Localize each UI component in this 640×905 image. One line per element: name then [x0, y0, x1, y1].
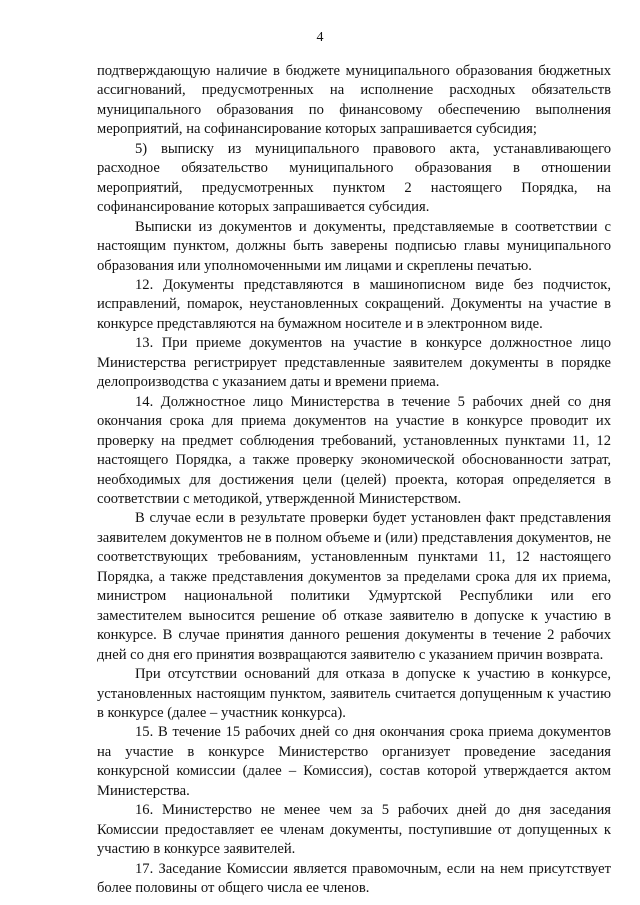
paragraph-item-5: 5) выписку из муниципального правового акта, устанавливающего расходное обязательство муниципального образования в отношении мероприятий, предусмотренных пунктом 2 настоящего Порядка, на софинансирование которых запрашивается субсидия. [97, 140, 611, 216]
paragraph-15: 15. В течение 15 рабочих дней со дня окончания срока приема документов на участие в конкурсе Министерство организует проведение заседания конкурсной комиссии (далее – Комиссия), состав которой утверждается актом Министерства. [97, 724, 611, 799]
paragraph-14: 14. Должностное лицо Министерства в течение 5 рабочих дней со дня окончания срока для приема документов на участие в конкурсе проводит их проверку на предмет соблюдения требований, установленных пунктами 11, 12 настоящего Порядка, а также проверку экономической обоснованности затрат, необходимых для достижения цели (целей) проекта, которая определяется в соответствии с методикой, утвержденной Министерством. [97, 393, 611, 507]
paragraph-certification: Выписки из документов и документы, представляемые в соответствии с настоящим пунктом, должны быть заверены подписью главы муниципального образования или уполномоченными им лицами и скреплены печатью. [97, 218, 611, 274]
paragraph-17: 17. Заседание Комиссии является правомочным, если на нем присутствует более половины от общего числа ее членов. [97, 860, 611, 897]
paragraph-14-refusal: В случае если в результате проверки будет установлен факт представления заявителем документов не в полном объеме и (или) представления документов, не соответствующих требованиям, установленным пунктами 11, 12 настоящего Порядка, а также представления документов за пределами срока для их приема, министром национальной политики Удмуртской Республики или его заместителем выносится решение об отказе заявителю в допуске к участию в конкурсе. В случае принятия данного решения документы в течение 2 рабочих дней со дня его принятия возвращаются заявителю с указанием причин возврата. [97, 510, 611, 663]
page-number: 4 [316, 30, 324, 45]
paragraph-subsidy-confirmation: подтверждающую наличие в бюджете муниципального образования бюджетных ассигнований, предусмотренных на исполнение расходных обязательств муниципального образования по финансовому обеспечению выполнения мероприятий, на софинансирование которых запрашивается субсидия; [97, 63, 611, 138]
paragraph-14-admission: При отсутствии оснований для отказа в допуске к участию в конкурсе, установленных настоящим пунктом, заявитель считается допущенным к участию в конкурсе (далее – участник конкурса). [97, 666, 611, 721]
document-body [97, 62, 611, 898]
paragraph-16: 16. Министерство не менее чем за 5 рабочих дней до дня заседания Комиссии предоставляет ее членам документы, поступившие от допущенных к участию в конкурсе заявителей. [97, 802, 611, 858]
paragraph-12: 12. Документы представляются в машинописном виде без подчисток, исправлений, помарок, неустановленных сокращений. Документы на участие в конкурсе представляются на бумажном носителе и в электронном виде. [97, 276, 611, 332]
paragraph-13: 13. При приеме документов на участие в конкурсе должностное лицо Министерства регистрирует представленные заявителем документы в порядке делопроизводства с указанием даты и времени приема. [97, 335, 611, 391]
